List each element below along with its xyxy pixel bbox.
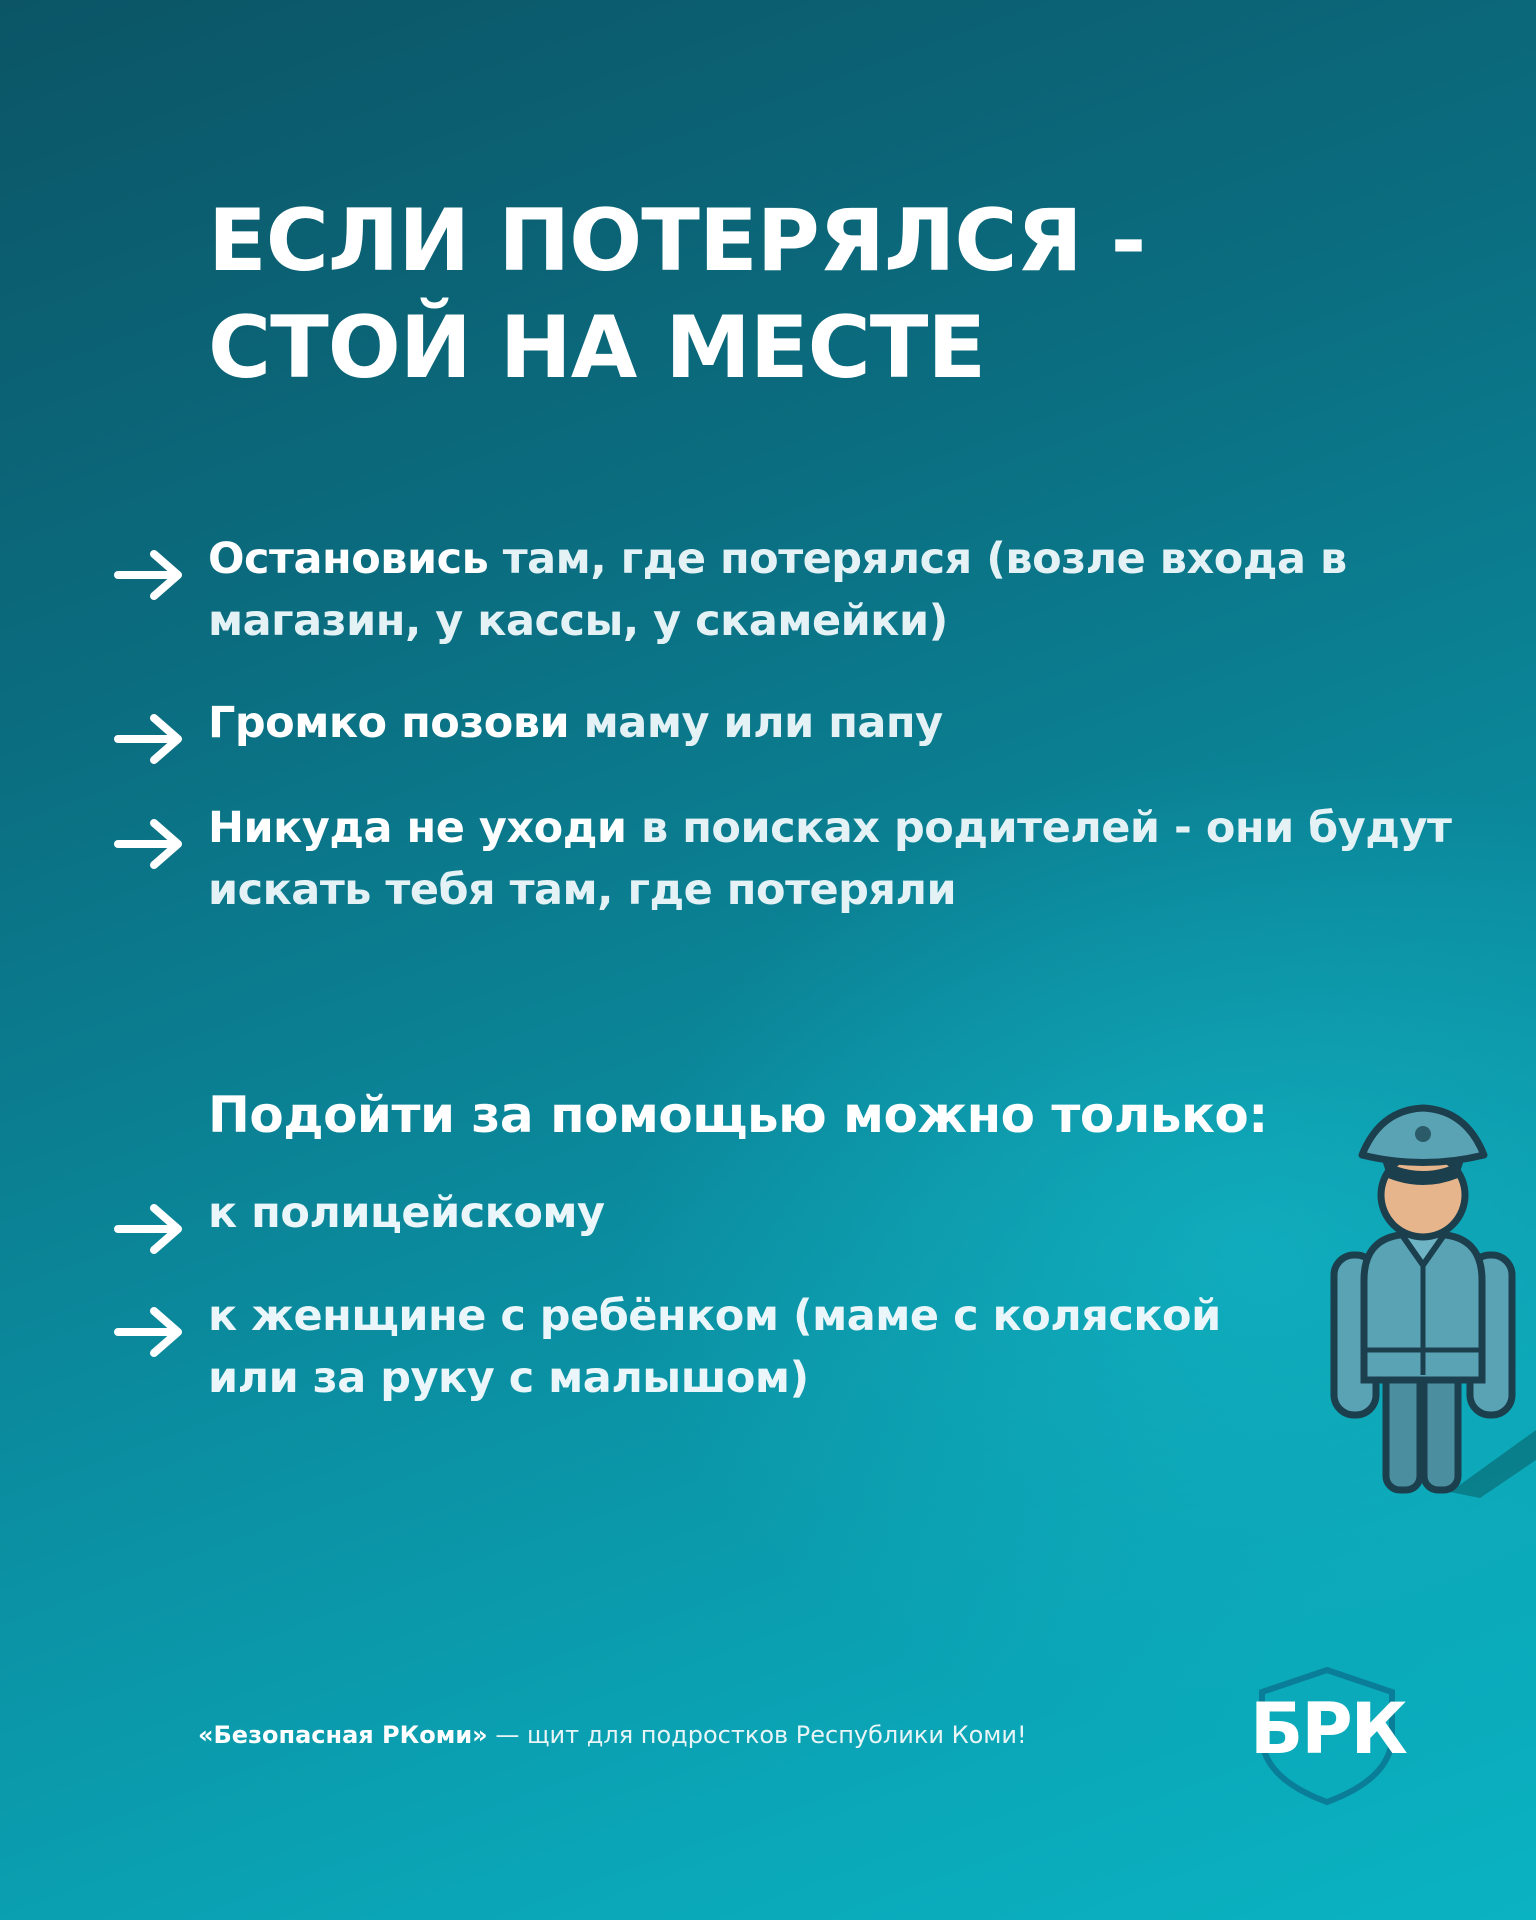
footer-brand: «Безопасная РКоми» bbox=[198, 1721, 488, 1749]
arrow-right-icon bbox=[114, 1305, 188, 1359]
help-item-text: к женщине с ребёнком (маме с коляской или за руку с малышом) bbox=[208, 1291, 1221, 1403]
title-line-1: ЕСЛИ ПОТЕРЯЛСЯ - bbox=[208, 191, 1146, 291]
rule-text: Остановись там, где потерялся (возле входа в магазин, у кассы, у скамейки) bbox=[208, 534, 1347, 646]
title-line-2: СТОЙ НА МЕСТЕ bbox=[208, 298, 986, 398]
help-heading: Подойти за помощью можно только: bbox=[208, 1086, 1268, 1144]
rule-text: Громко позови маму или папу bbox=[208, 698, 943, 748]
brand-logo bbox=[1242, 1666, 1412, 1806]
page-title bbox=[208, 188, 1145, 402]
logo-text: БРК bbox=[1250, 1688, 1406, 1770]
help-item-text: к полицейскому bbox=[208, 1188, 605, 1238]
police-officer-icon bbox=[1320, 1100, 1536, 1500]
arrow-right-icon bbox=[114, 817, 188, 871]
arrow-right-icon bbox=[114, 1202, 188, 1256]
footer-tagline: — щит для подростков Республики Коми! bbox=[487, 1721, 1027, 1749]
rule-text: Никуда не уходи в поисках родителей - они будут искать тебя там, где потеряли bbox=[208, 803, 1452, 915]
arrow-right-icon bbox=[114, 548, 188, 602]
arrow-right-icon bbox=[114, 712, 188, 766]
footer-text bbox=[198, 1718, 1027, 1752]
